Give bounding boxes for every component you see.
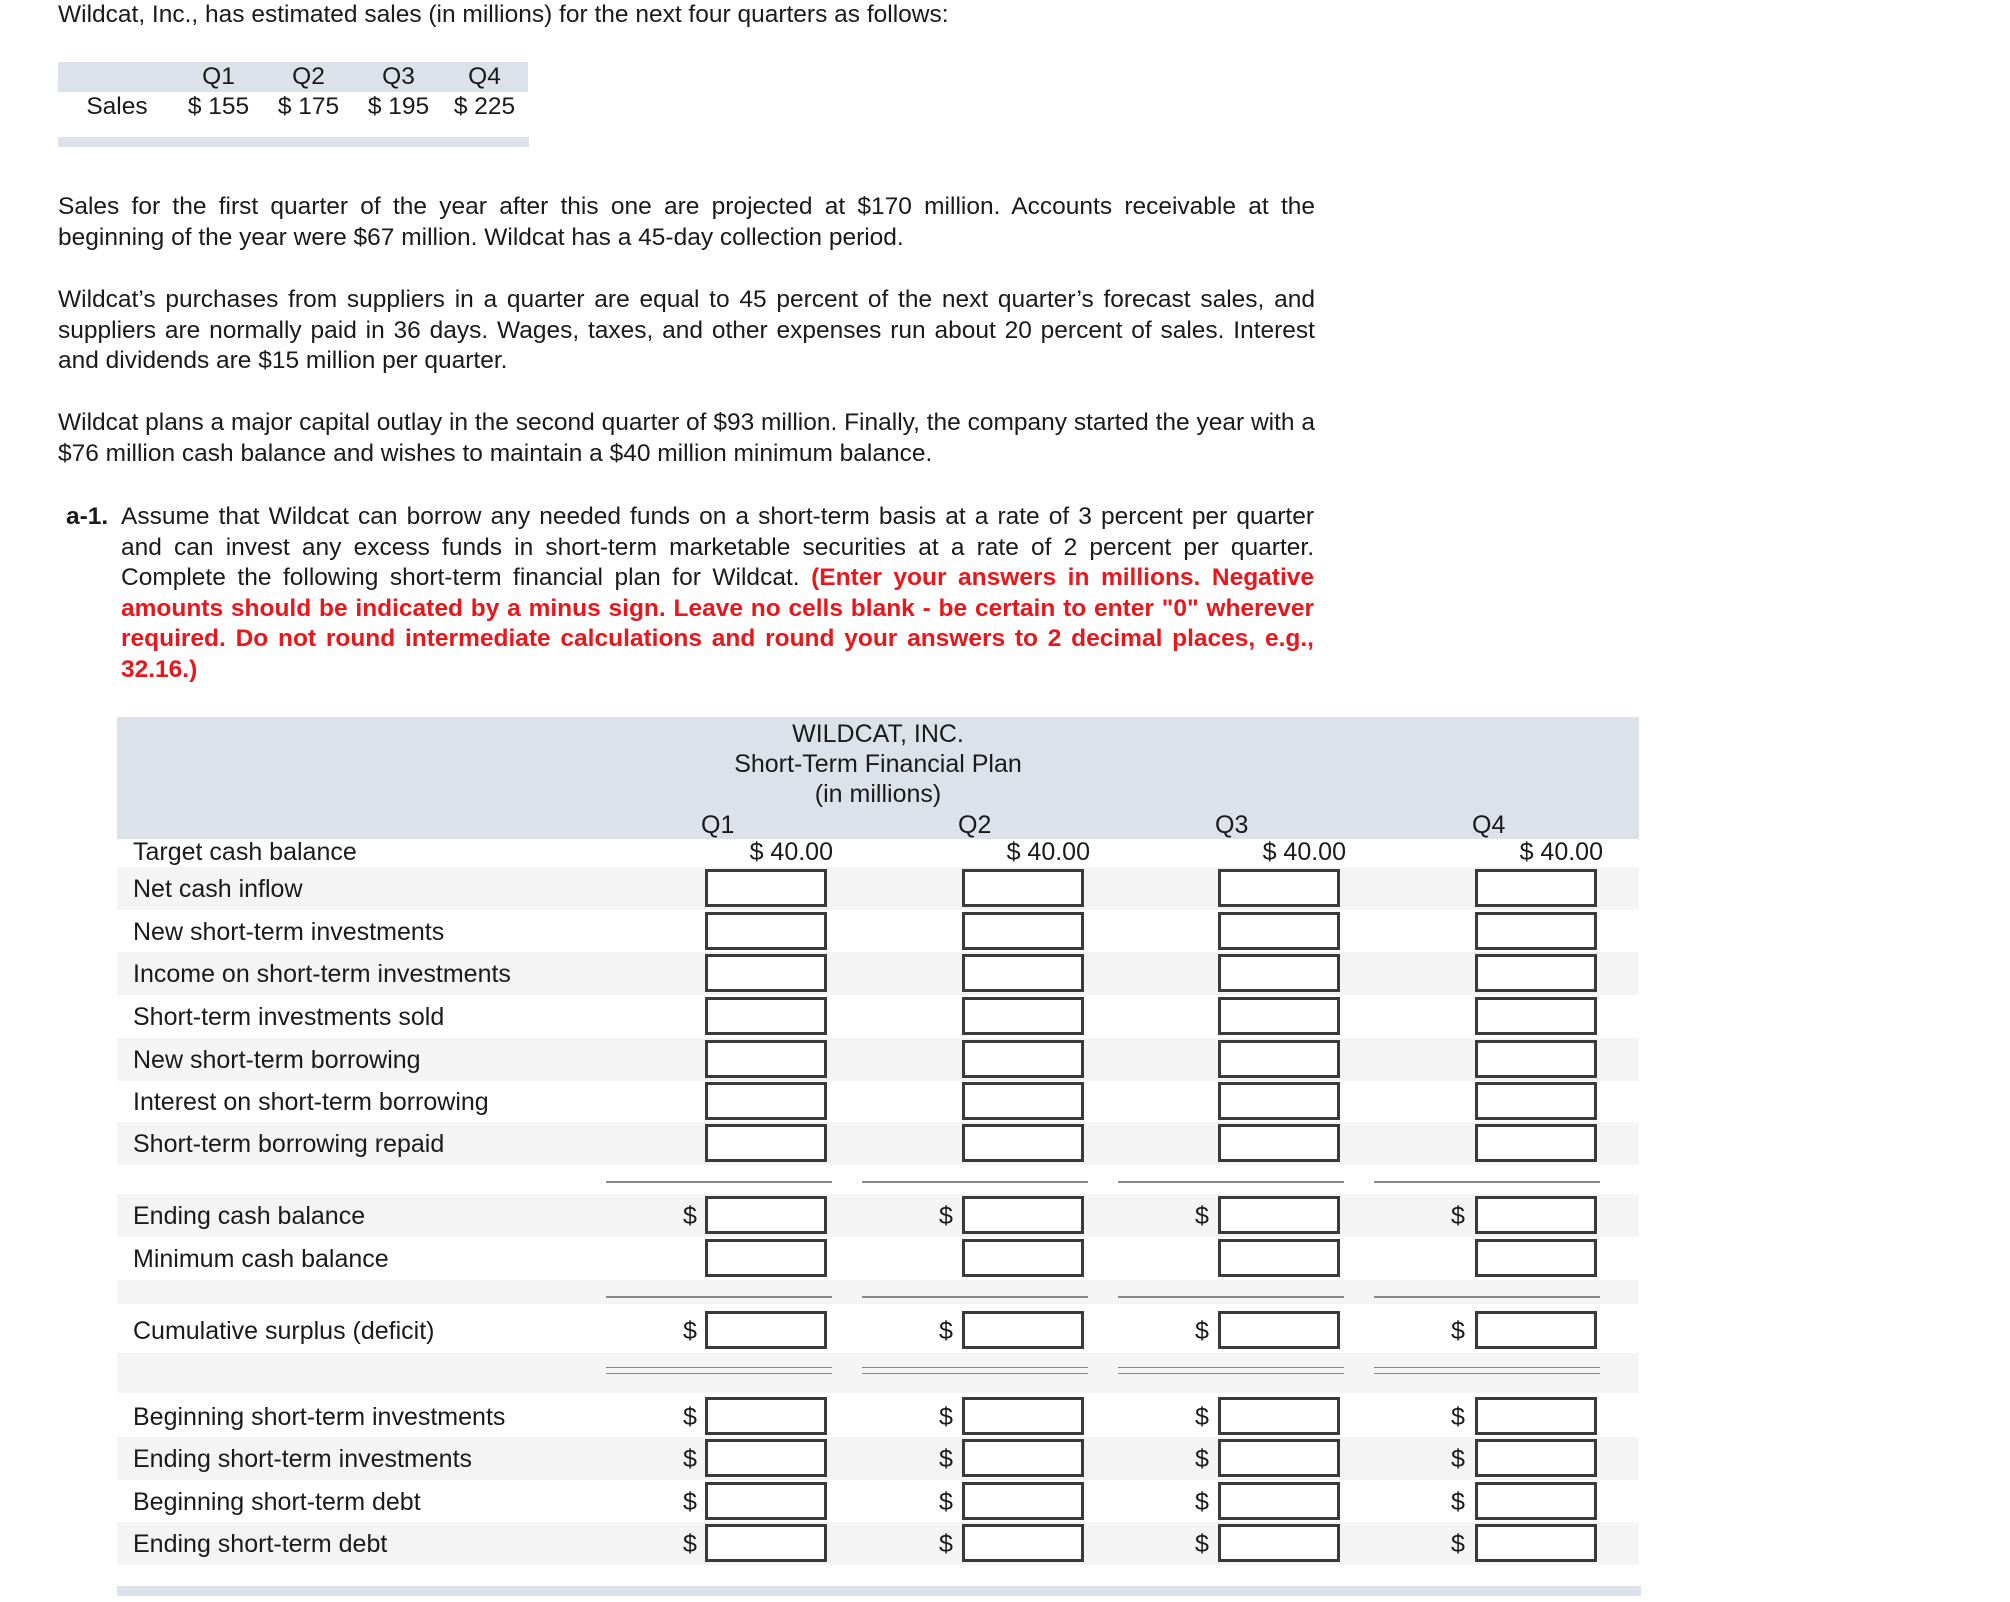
short-term-investments-sold-q3-input[interactable] <box>1218 997 1340 1035</box>
currency-symbol: $ <box>683 1403 697 1431</box>
row-label-net-cash-inflow: Net cash inflow <box>133 875 303 903</box>
minimum-cash-balance-q4-input[interactable] <box>1475 1239 1597 1277</box>
ending-short-term-debt-q1-input[interactable] <box>705 1524 827 1562</box>
new-short-term-investments-q3-input[interactable] <box>1218 912 1340 950</box>
new-short-term-borrowing-q3-input[interactable] <box>1218 1040 1340 1078</box>
new-short-term-investments-q2-input[interactable] <box>962 912 1084 950</box>
row-label-ending-short-term-investments: Ending short-term investments <box>133 1445 473 1473</box>
currency-symbol: $ <box>1195 1445 1209 1473</box>
currency-symbol: $ <box>683 1488 697 1516</box>
plan-q1-header: Q1 <box>701 811 735 839</box>
short-term-borrowing-repaid-q1-input[interactable] <box>705 1124 827 1162</box>
beginning-short-term-debt-q4-input[interactable] <box>1475 1482 1597 1520</box>
row-background <box>117 1280 1639 1304</box>
plan-q4-header: Q4 <box>1472 811 1506 839</box>
ending-short-term-debt-q3-input[interactable] <box>1218 1524 1340 1562</box>
row-label-new-short-term-investments: New short-term investments <box>133 918 445 946</box>
total-double-rule <box>1118 1367 1344 1368</box>
ending-short-term-debt-q2-input[interactable] <box>962 1524 1084 1562</box>
currency-symbol: $ <box>1195 1488 1209 1516</box>
beginning-short-term-debt-q2-input[interactable] <box>962 1482 1084 1520</box>
sales-q4-value: $ 225 <box>453 93 516 120</box>
income-on-short-term-investments-q4-input[interactable] <box>1475 954 1597 992</box>
subtotal-rule <box>1118 1181 1344 1183</box>
beginning-short-term-investments-q3-input[interactable] <box>1218 1397 1340 1435</box>
cumulative-surplus-deficit-q1-input[interactable] <box>705 1311 827 1349</box>
currency-symbol: $ <box>683 1202 697 1230</box>
currency-symbol: $ <box>939 1202 953 1230</box>
subtotal-rule <box>1374 1296 1600 1298</box>
currency-symbol: $ <box>1451 1530 1465 1558</box>
subtotal-rule <box>606 1181 832 1183</box>
currency-symbol: $ <box>1195 1202 1209 1230</box>
sales-q2-header: Q2 <box>292 63 325 90</box>
currency-symbol: $ <box>1195 1403 1209 1431</box>
income-on-short-term-investments-q1-input[interactable] <box>705 954 827 992</box>
plan-footer-bar <box>117 1586 1641 1596</box>
plan-title: Short-Term Financial Plan <box>734 750 1022 778</box>
ending-short-term-investments-q2-input[interactable] <box>962 1439 1084 1477</box>
currency-symbol: $ <box>1451 1317 1465 1345</box>
row-label-cumulative-surplus-deficit: Cumulative surplus (deficit) <box>133 1317 435 1345</box>
currency-symbol: $ <box>939 1445 953 1473</box>
subtotal-rule <box>1118 1296 1344 1298</box>
sales-q3-header: Q3 <box>382 63 415 90</box>
minimum-cash-balance-q2-input[interactable] <box>962 1239 1084 1277</box>
total-double-rule <box>862 1367 1088 1368</box>
currency-symbol: $ <box>939 1488 953 1516</box>
interest-on-short-term-borrowing-q4-input[interactable] <box>1475 1082 1597 1120</box>
row-label-interest-on-short-term-borrowing: Interest on short-term borrowing <box>133 1088 489 1116</box>
new-short-term-borrowing-q1-input[interactable] <box>705 1040 827 1078</box>
currency-symbol: $ <box>683 1317 697 1345</box>
new-short-term-borrowing-q2-input[interactable] <box>962 1040 1084 1078</box>
row-label-target-cash-balance: Target cash balance <box>133 838 357 866</box>
net-cash-inflow-q1-input[interactable] <box>705 869 827 907</box>
plan-q3-header: Q3 <box>1215 811 1249 839</box>
sales-q4-header: Q4 <box>468 63 501 90</box>
plan-company-title: WILDCAT, INC. <box>792 720 964 748</box>
ending-cash-balance-q1-input[interactable] <box>705 1196 827 1234</box>
cumulative-surplus-deficit-q4-input[interactable] <box>1475 1311 1597 1349</box>
beginning-short-term-debt-q3-input[interactable] <box>1218 1482 1340 1520</box>
net-cash-inflow-q4-input[interactable] <box>1475 869 1597 907</box>
row-label-short-term-borrowing-repaid: Short-term borrowing repaid <box>133 1130 445 1158</box>
row-label-new-short-term-borrowing: New short-term borrowing <box>133 1046 421 1074</box>
total-double-rule <box>606 1373 832 1374</box>
subtotal-rule <box>606 1296 832 1298</box>
target-cash-balance-q2: $ 40.00 <box>1006 838 1090 866</box>
total-double-rule <box>606 1367 832 1368</box>
requirement-body: Assume that Wildcat can borrow any needed funds on a short-term basis at a rate of 3 percent per quarter and can invest any excess funds in short-term marketable securities at a rate of 2 percent per quarter. Complete the following short-term financial plan for Wildcat. <box>121 503 1314 591</box>
row-label-minimum-cash-balance: Minimum cash balance <box>133 1245 389 1273</box>
currency-symbol: $ <box>683 1530 697 1558</box>
currency-symbol: $ <box>1195 1317 1209 1345</box>
currency-symbol: $ <box>939 1403 953 1431</box>
target-cash-balance-q1: $ 40.00 <box>749 838 833 866</box>
paragraph-sales: Sales for the first quarter of the year after this one are projected at $170 million. Accounts receivable at the beginning of the year were $67 million. Wildcat has a 45-day collection period. <box>58 193 1315 251</box>
sales-table-footer-bar <box>58 137 529 147</box>
interest-on-short-term-borrowing-q1-input[interactable] <box>705 1082 827 1120</box>
short-term-borrowing-repaid-q2-input[interactable] <box>962 1124 1084 1162</box>
plan-units: (in millions) <box>814 780 942 808</box>
sales-header-row <box>58 62 528 92</box>
target-cash-balance-q3: $ 40.00 <box>1262 838 1346 866</box>
cumulative-surplus-deficit-q2-input[interactable] <box>962 1311 1084 1349</box>
currency-symbol: $ <box>1451 1445 1465 1473</box>
interest-on-short-term-borrowing-q3-input[interactable] <box>1218 1082 1340 1120</box>
new-short-term-borrowing-q4-input[interactable] <box>1475 1040 1597 1078</box>
currency-symbol: $ <box>1451 1202 1465 1230</box>
currency-symbol: $ <box>683 1445 697 1473</box>
plan-q2-header: Q2 <box>958 811 992 839</box>
intro-text: Wildcat, Inc., has estimated sales (in millions) for the next four quarters as follows: <box>58 1 949 28</box>
interest-on-short-term-borrowing-q2-input[interactable] <box>962 1082 1084 1120</box>
currency-symbol: $ <box>1451 1403 1465 1431</box>
beginning-short-term-investments-q1-input[interactable] <box>705 1397 827 1435</box>
beginning-short-term-investments-q2-input[interactable] <box>962 1397 1084 1435</box>
currency-symbol: $ <box>939 1530 953 1558</box>
target-cash-balance-q4: $ 40.00 <box>1519 838 1603 866</box>
net-cash-inflow-q3-input[interactable] <box>1218 869 1340 907</box>
income-on-short-term-investments-q3-input[interactable] <box>1218 954 1340 992</box>
row-label-ending-short-term-debt: Ending short-term debt <box>133 1530 388 1558</box>
income-on-short-term-investments-q2-input[interactable] <box>962 954 1084 992</box>
requirement-instructions: (Enter your answers in millions. Negative amounts should be indicated by a minus sign. Leave no cells blank - be certain to enter "0" wherever required. Do not round intermediate calculations and round your answers to 2 decimal places, e.g., 32.16.) <box>121 564 1315 683</box>
ending-cash-balance-q2-input[interactable] <box>962 1196 1084 1234</box>
currency-symbol: $ <box>939 1317 953 1345</box>
minimum-cash-balance-q3-input[interactable] <box>1218 1239 1340 1277</box>
new-short-term-investments-q1-input[interactable] <box>705 912 827 950</box>
beginning-short-term-investments-q4-input[interactable] <box>1475 1397 1597 1435</box>
cumulative-surplus-deficit-q3-input[interactable] <box>1218 1311 1340 1349</box>
total-double-rule <box>862 1373 1088 1374</box>
ending-short-term-investments-q1-input[interactable] <box>705 1439 827 1477</box>
net-cash-inflow-q2-input[interactable] <box>962 869 1084 907</box>
sales-table <box>58 62 528 122</box>
requirement-text <box>121 502 1314 685</box>
subtotal-rule <box>1374 1181 1600 1183</box>
sales-row <box>58 92 528 122</box>
total-double-rule <box>1374 1367 1600 1368</box>
row-label-beginning-short-term-investments: Beginning short-term investments <box>133 1403 506 1431</box>
new-short-term-investments-q4-input[interactable] <box>1475 912 1597 950</box>
row-label-short-term-investments-sold: Short-term investments sold <box>133 1003 445 1031</box>
total-double-rule <box>1118 1373 1344 1374</box>
row-label-ending-cash-balance: Ending cash balance <box>133 1202 366 1230</box>
sales-row-label: Sales <box>86 93 148 120</box>
sales-q1-value: $ 155 <box>187 93 250 120</box>
total-double-rule <box>1374 1373 1600 1374</box>
short-term-investments-sold-q2-input[interactable] <box>962 997 1084 1035</box>
currency-symbol: $ <box>1195 1530 1209 1558</box>
ending-short-term-investments-q4-input[interactable] <box>1475 1439 1597 1477</box>
sales-q1-header: Q1 <box>202 63 235 90</box>
currency-symbol: $ <box>1451 1488 1465 1516</box>
plan-header <box>117 717 1639 839</box>
row-label-beginning-short-term-debt: Beginning short-term debt <box>133 1488 421 1516</box>
paragraph-capital-outlay: Wildcat plans a major capital outlay in the second quarter of $93 million. Finally, the company started the year with a $76 million cash balance and wishes to maintain a $40 million minimum balance. <box>58 409 1315 467</box>
requirement-label: a-1. <box>66 503 109 530</box>
ending-cash-balance-q3-input[interactable] <box>1218 1196 1340 1234</box>
sales-q3-value: $ 195 <box>367 93 430 120</box>
ending-short-term-debt-q4-input[interactable] <box>1475 1524 1597 1562</box>
subtotal-rule <box>862 1296 1088 1298</box>
short-term-borrowing-repaid-q3-input[interactable] <box>1218 1124 1340 1162</box>
short-term-investments-sold-q4-input[interactable] <box>1475 997 1597 1035</box>
subtotal-rule <box>862 1181 1088 1183</box>
short-term-borrowing-repaid-q4-input[interactable] <box>1475 1124 1597 1162</box>
short-term-investments-sold-q1-input[interactable] <box>705 997 827 1035</box>
ending-cash-balance-q4-input[interactable] <box>1475 1196 1597 1234</box>
ending-short-term-investments-q3-input[interactable] <box>1218 1439 1340 1477</box>
row-background <box>117 867 1639 910</box>
row-label-income-on-short-term-investments: Income on short-term investments <box>133 960 511 988</box>
paragraph-purchases: Wildcat’s purchases from suppliers in a quarter are equal to 45 percent of the next quarter’s forecast sales, and suppliers are normally paid in 36 days. Wages, taxes, and other expenses run about 20 percent of sales. Interest and dividends are $15 million per quarter. <box>58 286 1315 374</box>
beginning-short-term-debt-q1-input[interactable] <box>705 1482 827 1520</box>
minimum-cash-balance-q1-input[interactable] <box>705 1239 827 1277</box>
sales-q2-value: $ 175 <box>277 93 340 120</box>
